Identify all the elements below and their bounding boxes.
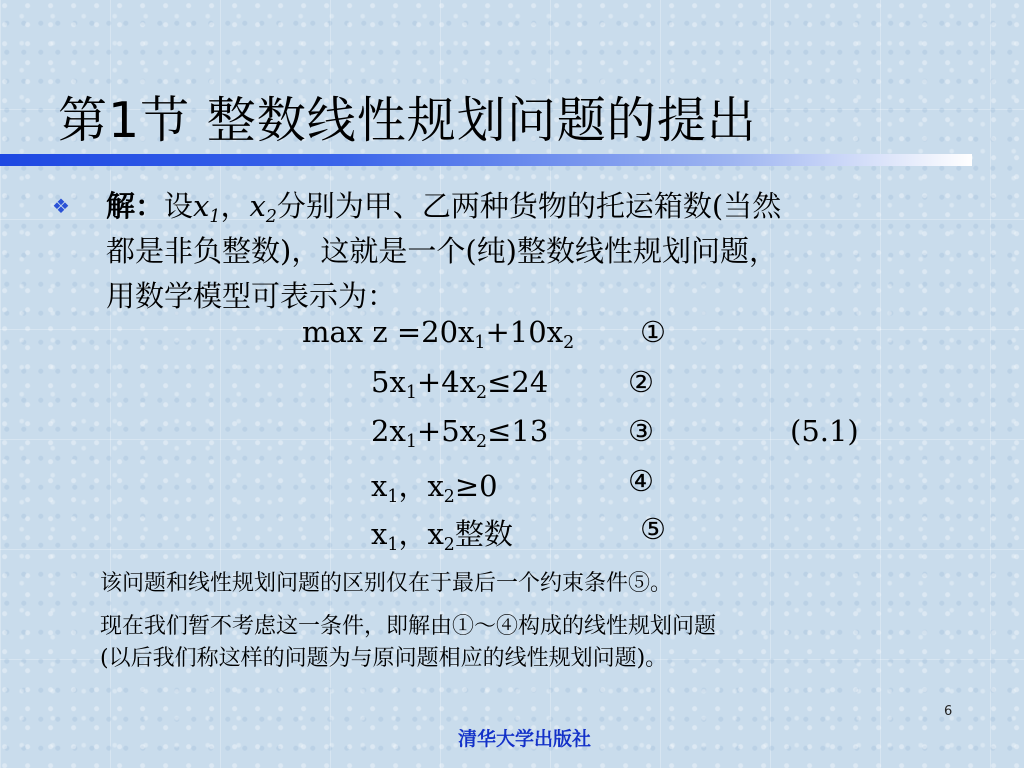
text: 分别为甲、乙两种货物的托运箱数(当然 [276,189,782,223]
publisher-label: 清华大学出版社 [458,728,592,750]
marker-4: ④ [628,464,654,498]
bullet-icon: ❖ [52,194,70,218]
constraint-2: $2x_1+5x_2\le 13$ [371,414,549,453]
solution-lead: 解： [106,189,165,223]
solution-paragraph [106,184,926,319]
var-x1: $x_1$ [193,189,221,228]
solution-line-2: 都是非负整数)，这就是一个(纯)整数线性规划问题， [106,234,778,268]
slide-title: 第1节 整数线性规划问题的提出 [58,92,757,149]
constraint-3: $x_1$，$x_2\ge 0$ [371,469,498,508]
text: ， [220,189,250,223]
equation-tag: (5.1) [790,414,859,448]
note-line-3: (以后我们称这样的问题为与原问题相应的线性规划问题)。 [100,646,668,671]
solution-line-1 [106,184,926,229]
marker-5: ⑤ [640,512,666,546]
title-underline [0,154,972,166]
marker-3: ③ [628,414,654,448]
var-x2: $x_2$ [249,189,277,228]
note-line-2: 现在我们暂不考虑这一条件，即解由①～④构成的线性规划问题 [100,614,717,639]
note-line-1: 该问题和线性规划问题的区别仅在于最后一个约束条件⑤。 [100,571,673,596]
constraint-4: $x_1$，$x_2$整数 [371,517,513,556]
constraint-1: $5x_1+4x_2\le 24$ [371,365,549,404]
text: 设 [164,189,194,223]
marker-1: ① [640,315,666,349]
objective-function: $\max z =20x_1+10x_2$ [302,315,575,354]
marker-2: ② [628,365,654,399]
page-number: 6 [944,704,953,719]
solution-line-3: 用数学模型可表示为： [106,279,397,313]
